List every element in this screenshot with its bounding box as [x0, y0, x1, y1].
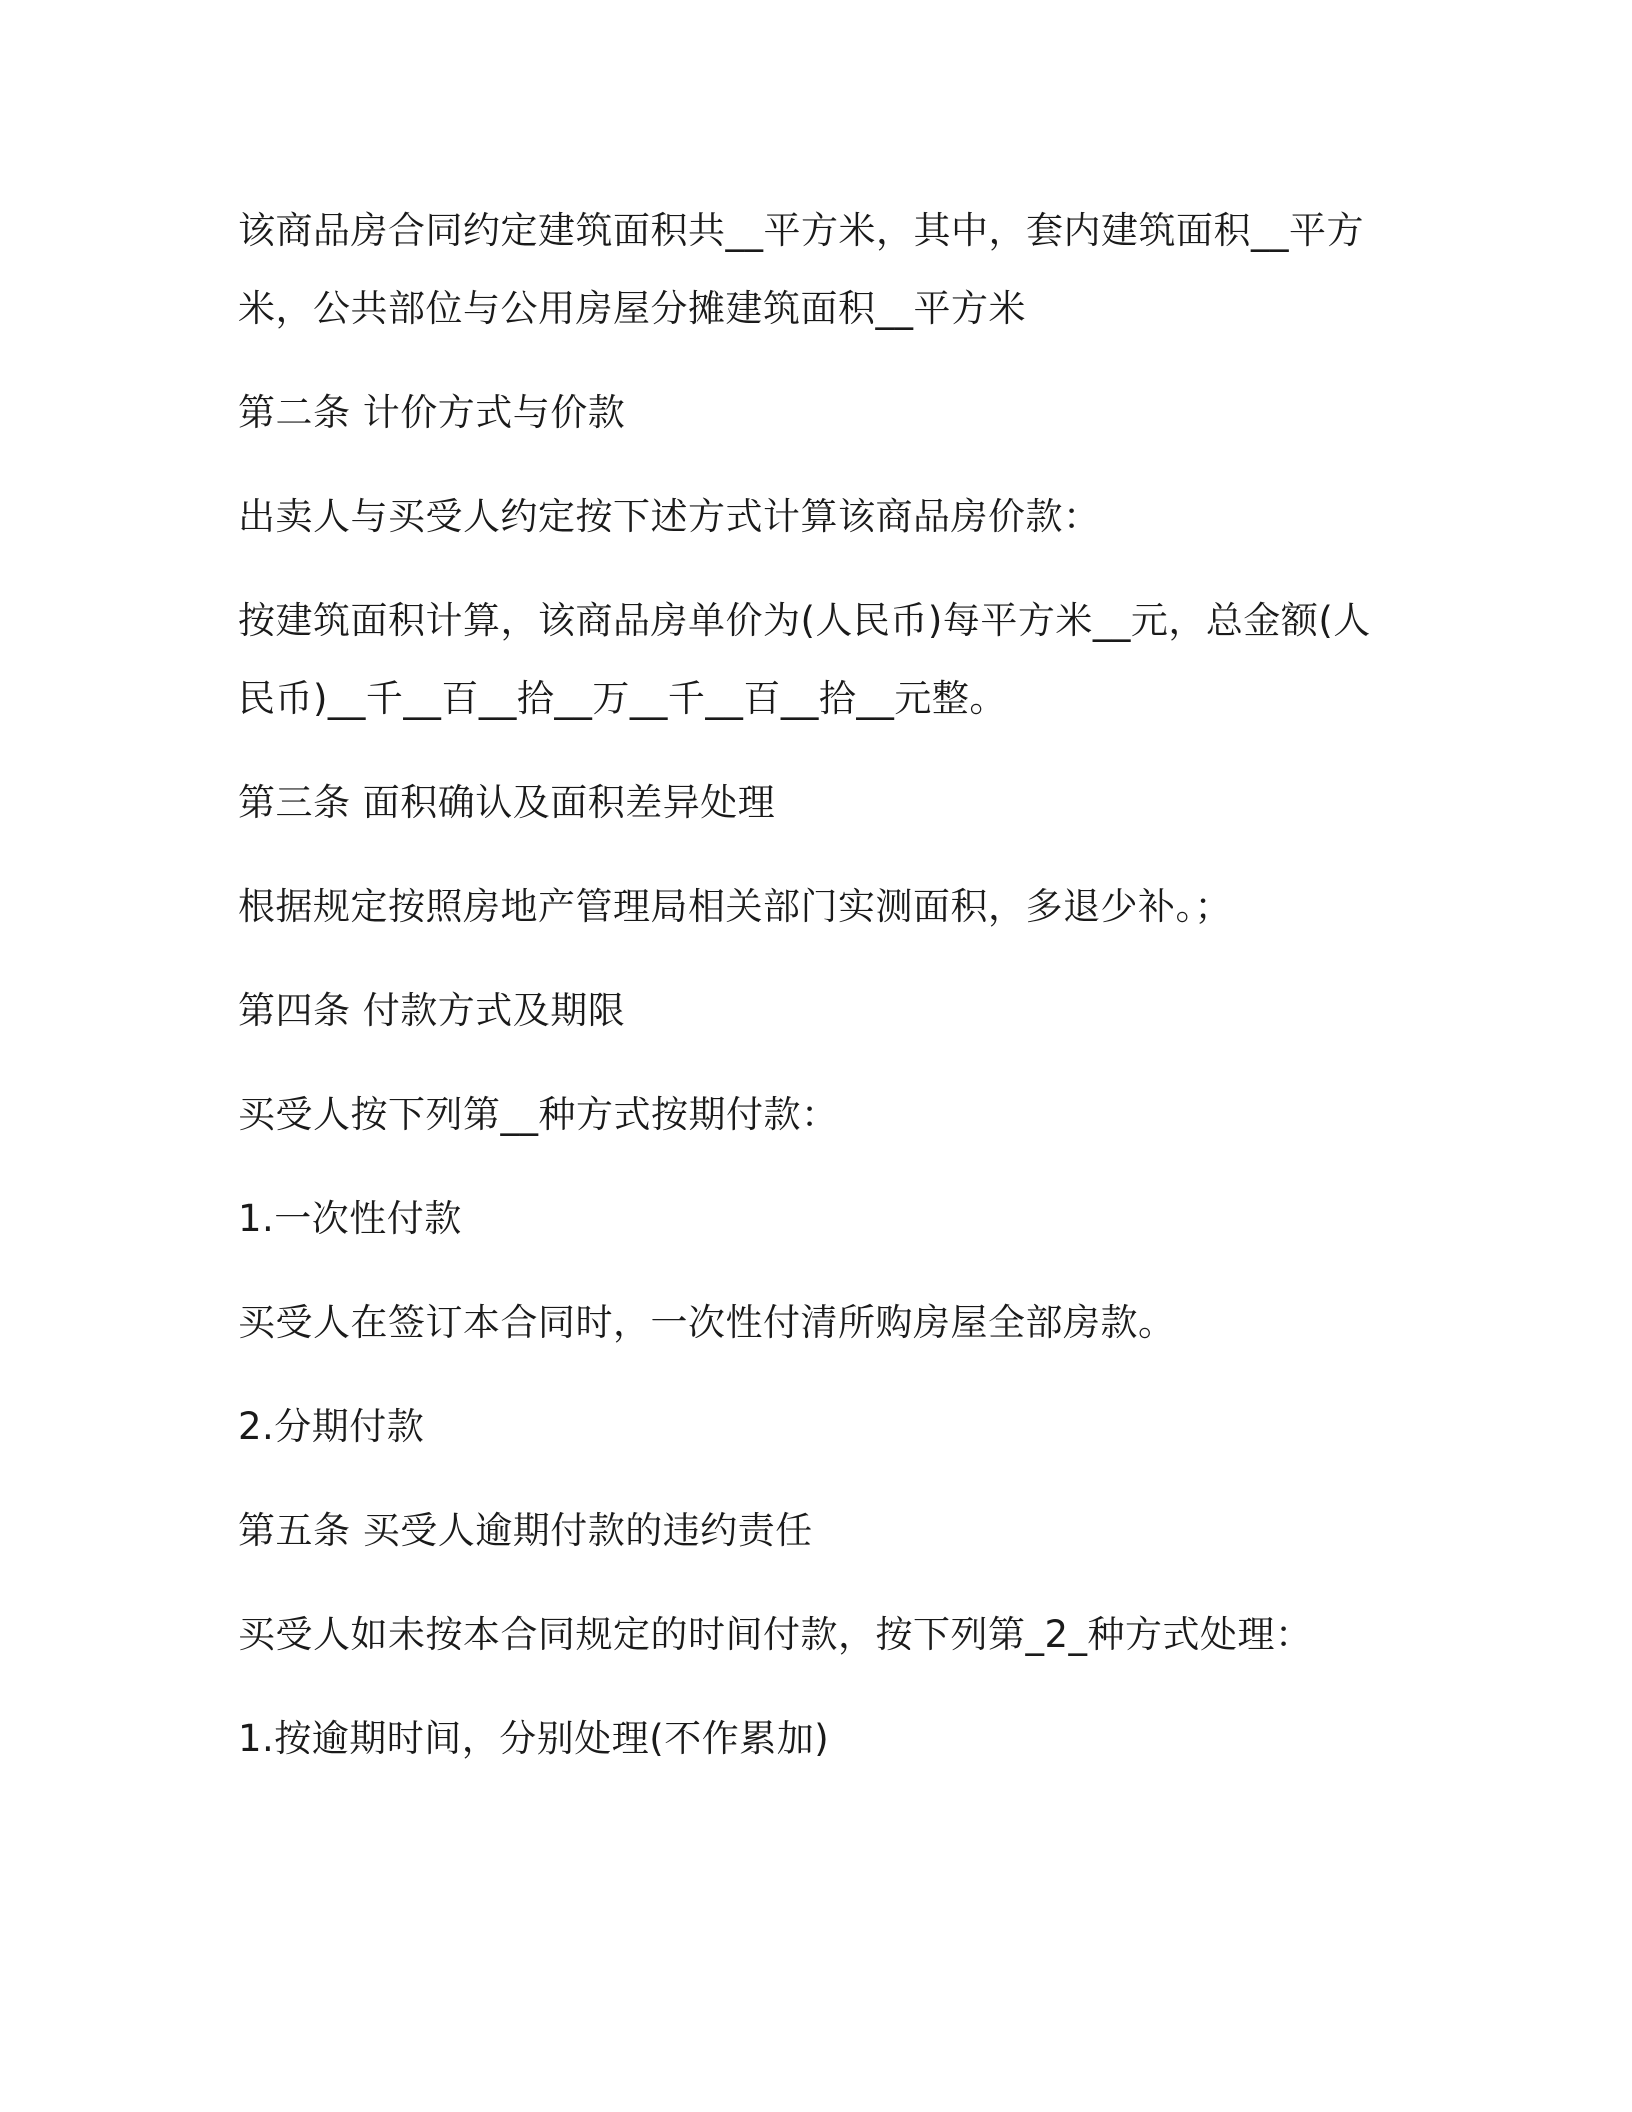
heading-article-3: 第三条 面积确认及面积差异处理 [238, 781, 776, 824]
paragraph-area-adjustment: 根据规定按照房地产管理局相关部门实测面积，多退少补。； [238, 885, 1232, 928]
paragraph-late-payment: 买受人如未按本合同规定的时间付款，按下列第_2_种方式处理： [238, 1613, 1313, 1656]
paragraph-area-agreement: 该商品房合同约定建筑面积共__平方米，其中，套内建筑面积__平方米，公共部位与公用房屋分摊建筑面积__平方米 [238, 209, 1364, 330]
list-item-overdue-handling: 1.按逾期时间，分别处理(不作累加) [238, 1717, 830, 1760]
paragraph-payment-option: 买受人按下列第__种方式按期付款： [238, 1093, 839, 1136]
list-item-installments: 2.分期付款 [238, 1405, 425, 1448]
list-item-lump-sum: 1.一次性付款 [238, 1197, 462, 1240]
heading-article-4: 第四条 付款方式及期限 [238, 989, 626, 1032]
paragraph-price-method: 出卖人与买受人约定按下述方式计算该商品房价款： [238, 495, 1101, 538]
heading-article-2: 第二条 计价方式与价款 [238, 391, 626, 434]
document-body [238, 192, 1398, 1778]
paragraph-lump-sum-detail: 买受人在签订本合同时，一次性付清所购房屋全部房款。 [238, 1301, 1176, 1344]
heading-article-5: 第五条 买受人逾期付款的违约责任 [238, 1509, 813, 1552]
paragraph-price-calculation: 按建筑面积计算，该商品房单价为(人民币)每平方米__元，总金额(人民币)__千__百__拾__万__千__百__拾__元整。 [238, 599, 1371, 720]
